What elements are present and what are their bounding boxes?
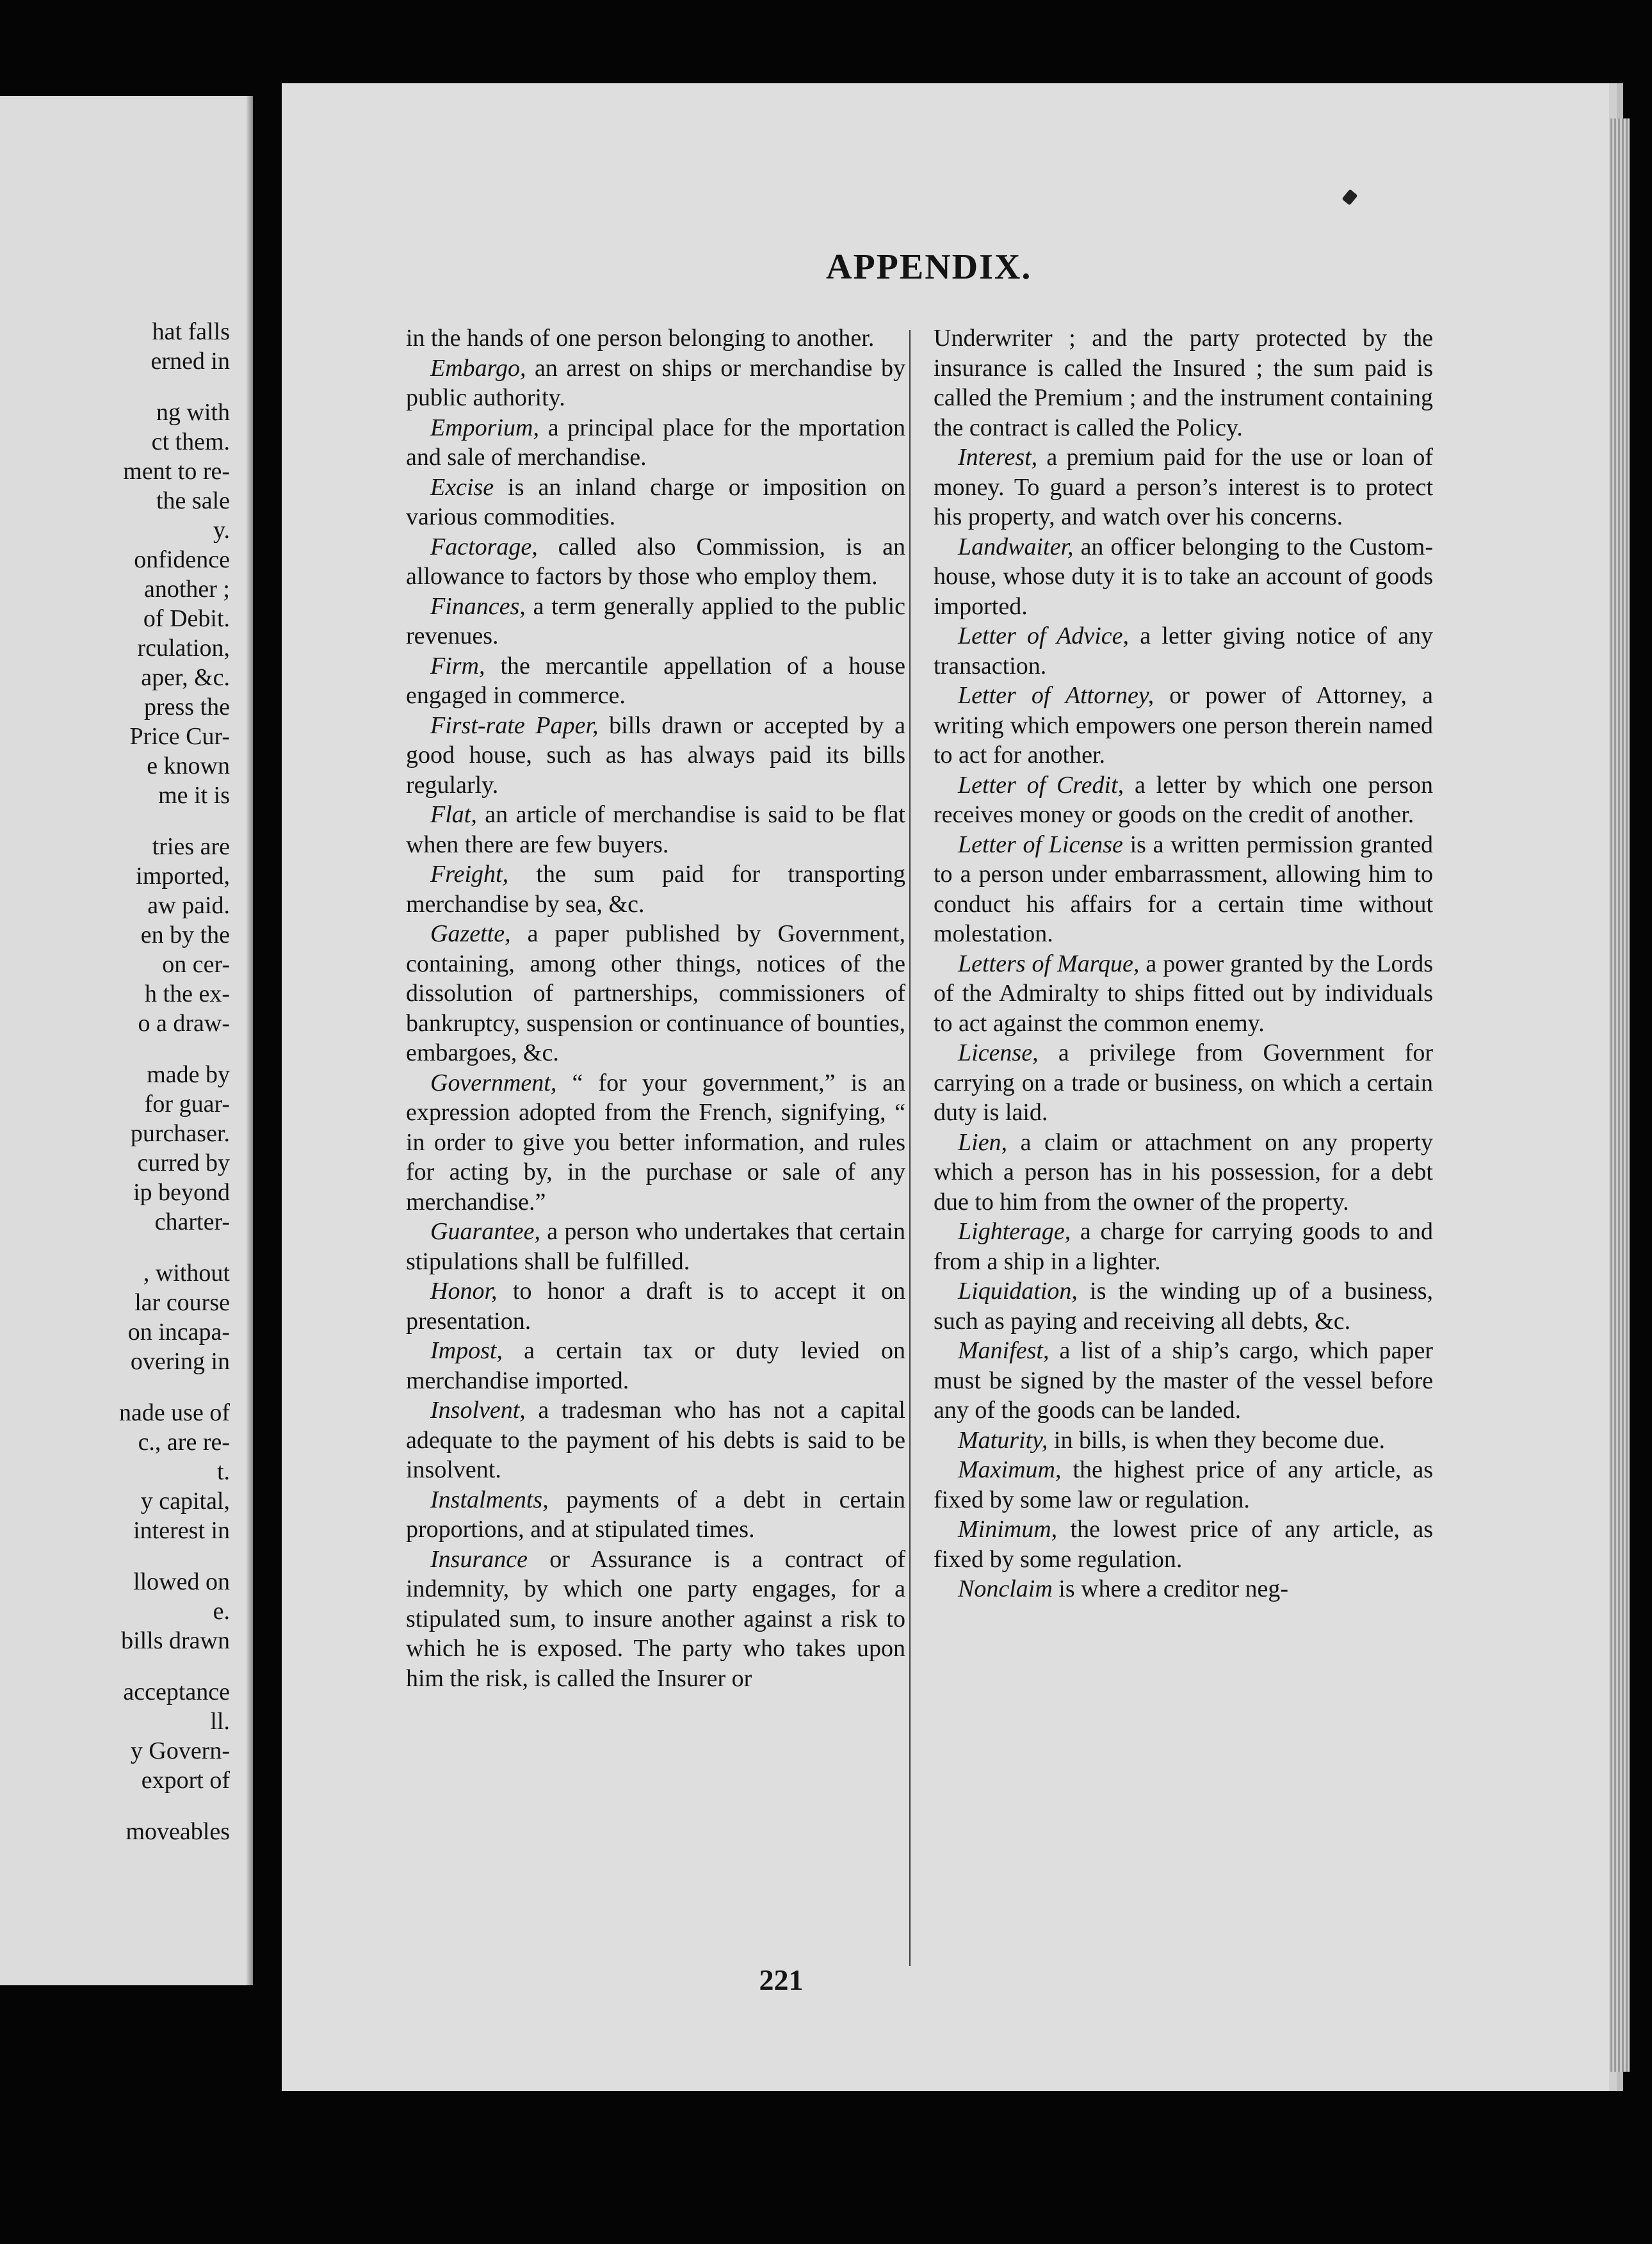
- previous-page-line: overing in: [130, 1348, 230, 1375]
- glossary-entry: [406, 1485, 905, 1545]
- glossary-entry: [934, 443, 1433, 532]
- previous-page-line: , without: [143, 1260, 230, 1287]
- previous-page-line: export of: [141, 1767, 230, 1794]
- glossary-term: Government,: [430, 1069, 557, 1096]
- glossary-entry: [406, 1395, 905, 1485]
- glossary-entry: [406, 323, 905, 354]
- previous-page-line: llowed on: [133, 1568, 230, 1595]
- glossary-definition: a person who undertakes that certain stipulations shall be fulfilled.: [406, 1218, 905, 1275]
- page-number-text: 221: [759, 1964, 804, 1996]
- previous-page-line: ng with: [156, 399, 230, 426]
- line-gap: [119, 1545, 230, 1567]
- previous-page-line: ip beyond: [133, 1179, 230, 1206]
- line-gap: [119, 1655, 230, 1677]
- glossary-term: Impost,: [430, 1337, 503, 1364]
- glossary-definition: or power of Attorney, a writing which empowers one person therein named to act for another.: [934, 682, 1433, 768]
- previous-page-line: en by the: [140, 922, 230, 948]
- previous-page-line: tries are: [152, 833, 230, 860]
- glossary-entry: [934, 1455, 1433, 1515]
- page-stack-edge: [1610, 118, 1630, 2072]
- page-number: [0, 1963, 1652, 1997]
- glossary-entry: [934, 830, 1433, 949]
- previous-page: [0, 96, 253, 1985]
- glossary-entry: [406, 1217, 905, 1276]
- glossary-term: Lighterage,: [958, 1218, 1071, 1245]
- glossary-term: Freight,: [430, 861, 509, 888]
- previous-page-line: y.: [213, 517, 230, 544]
- glossary-definition: a premium paid for the use or loan of money. To guard a person’s interest is to protect his property, and watch over his concerns.: [934, 444, 1433, 530]
- glossary-term: Nonclaim: [958, 1575, 1053, 1602]
- glossary-term: Insurance: [430, 1545, 528, 1573]
- line-gap: [119, 810, 230, 832]
- page-heading: APPENDIX.: [826, 247, 1032, 287]
- glossary-definition: an officer belonging to the Custom-house, whose duty it is to take an account of goods imported.: [934, 533, 1433, 620]
- glossary-definition: is a written permission granted to a person under embarrassment, allowing him to conduct his affairs for a certain time without molestation.: [934, 831, 1433, 947]
- glossary-entry: [406, 711, 905, 801]
- previous-page-line: made by: [147, 1061, 230, 1088]
- glossary-term: Insolvent,: [430, 1397, 526, 1424]
- glossary-term: Emporium,: [430, 414, 539, 441]
- previous-page-line: another ;: [143, 576, 230, 603]
- glossary-term: Letter of Advice,: [958, 622, 1130, 649]
- glossary-entry: [934, 323, 1433, 443]
- previous-page-line: on incapa-: [127, 1319, 230, 1346]
- previous-page-line: bills drawn: [121, 1627, 230, 1654]
- glossary-term: Manifest,: [958, 1337, 1049, 1364]
- previous-page-line: of Debit.: [143, 605, 230, 632]
- previous-page-line: on cer-: [162, 951, 230, 978]
- column-divider: [909, 330, 911, 1966]
- glossary-term: Liquidation,: [958, 1278, 1078, 1305]
- glossary-definition: to honor a draft is to accept it on presentation.: [406, 1278, 905, 1335]
- glossary-term: Firm,: [430, 652, 485, 679]
- glossary-term: Lien,: [958, 1128, 1008, 1156]
- glossary-term: First-rate Paper,: [430, 711, 599, 739]
- glossary-term: Letter of Credit,: [958, 771, 1124, 799]
- previous-page-line: erned in: [150, 348, 230, 375]
- glossary-entry: [934, 621, 1433, 681]
- glossary-definition: a principal place for the mportation and sale of merchandise.: [406, 414, 905, 471]
- glossary-entry: [934, 770, 1433, 830]
- glossary-definition: a letter by which one person receives money or goods on the credit of another.: [934, 771, 1433, 828]
- previous-page-line: for guar-: [144, 1091, 230, 1118]
- glossary-term: Flat,: [430, 801, 477, 828]
- glossary-term: Instalments,: [430, 1486, 549, 1513]
- previous-page-line: y Govern-: [130, 1737, 230, 1764]
- line-gap: [119, 1376, 230, 1398]
- previous-page-line: press the: [143, 694, 230, 720]
- previous-page-line: c., are re-: [138, 1429, 230, 1456]
- previous-page-line: me it is: [158, 782, 230, 809]
- previous-page-line: e.: [213, 1598, 230, 1625]
- glossary-entry: [934, 1515, 1433, 1574]
- glossary-definition: an article of merchandise is said to be flat when there are few buyers.: [406, 801, 905, 858]
- previous-page-line: imported,: [136, 863, 230, 890]
- previous-page-line: ct them.: [151, 428, 230, 455]
- glossary-definition: is an inland charge or imposition on various commodities.: [406, 473, 905, 530]
- glossary-definition: “ for your government,” is an expression adopted from the French, signifying, “ in order to give you better information, and rules for acting by, in the purchase or sale of any merchandise.”: [406, 1069, 905, 1216]
- glossary-definition: in the hands of one person belonging to another.: [406, 325, 875, 352]
- previous-page-line: nade use of: [118, 1399, 230, 1426]
- glossary-definition: the lowest price of any article, as fixed by some regulation.: [934, 1516, 1433, 1573]
- previous-page-line: moveables: [126, 1818, 230, 1845]
- previous-page-line: purchaser.: [130, 1120, 230, 1147]
- glossary-term: Letter of License: [958, 831, 1123, 858]
- glossary-entry: [406, 859, 905, 919]
- glossary-term: Interest,: [958, 444, 1038, 471]
- previous-page-line: interest in: [133, 1517, 230, 1544]
- glossary-entry: [406, 532, 905, 592]
- glossary-definition: bills drawn or accepted by a good house, such as has always paid its bills regularly.: [406, 711, 905, 799]
- previous-page-line: aw paid.: [147, 892, 230, 919]
- glossary-definition: in bills, is when they become due.: [1048, 1426, 1386, 1454]
- line-gap: [119, 376, 230, 398]
- glossary-entry: [934, 1276, 1433, 1336]
- glossary-entry: [406, 413, 905, 473]
- previous-page-line: hat falls: [152, 318, 230, 345]
- glossary-entry: [934, 1128, 1433, 1217]
- glossary-entry: [406, 592, 905, 651]
- glossary-entry: [934, 1426, 1433, 1456]
- glossary-definition: a power granted by the Lords of the Admiralty to ships fitted out by individuals to act against the common enemy.: [934, 950, 1433, 1037]
- glossary-entry: [406, 1545, 905, 1694]
- previous-page-edge: [247, 96, 253, 1985]
- glossary-definition: is the winding up of a business, such as paying and receiving all debts, &c.: [934, 1278, 1433, 1335]
- glossary-definition: a term generally applied to the public revenues.: [406, 592, 905, 649]
- previous-page-line: charter-: [154, 1208, 230, 1235]
- glossary-definition: a privilege from Government for carrying on a trade or business, on which a certain duty is laid.: [934, 1039, 1433, 1126]
- glossary-term: Finances,: [430, 592, 526, 620]
- previous-page-line: curred by: [137, 1150, 230, 1176]
- glossary-definition: a charge for carrying goods to and from a ship in a lighter.: [934, 1218, 1433, 1275]
- glossary-definition: the mercantile appellation of a house engaged in commerce.: [406, 652, 905, 709]
- previous-page-line: e known: [147, 752, 230, 779]
- previous-page-line: lar course: [134, 1289, 230, 1316]
- glossary-term: Minimum,: [958, 1516, 1058, 1543]
- glossary-term: Gazette,: [430, 920, 511, 947]
- left-column: [406, 323, 905, 1693]
- glossary-term: Letters of Marque,: [958, 950, 1140, 977]
- glossary-term: Landwaiter,: [958, 533, 1074, 560]
- glossary-definition: payments of a debt in certain proportions, and at stipulated times.: [406, 1486, 905, 1543]
- glossary-entry: [406, 651, 905, 711]
- glossary-entry: [406, 473, 905, 532]
- glossary-entry: [934, 1574, 1433, 1604]
- glossary-definition: called also Commission, is an allowance to factors by those who employ them.: [406, 533, 905, 590]
- previous-page-line: the sale: [156, 487, 230, 514]
- glossary-definition: a paper published by Government, containing, among other things, notices of the dissolution of partnerships, commissioners of bankruptcy, suspension or continuance of bounties, embargoes, &c.: [406, 920, 905, 1066]
- glossary-definition: a letter giving notice of any transaction.: [934, 622, 1433, 679]
- line-gap: [119, 1795, 230, 1817]
- previous-page-line: y capital,: [140, 1488, 230, 1515]
- glossary-definition: an arrest on ships or merchandise by public authority.: [406, 354, 905, 411]
- glossary-entry: [406, 1068, 905, 1217]
- line-gap: [119, 1237, 230, 1258]
- glossary-entry: [406, 1336, 905, 1395]
- previous-page-line: h the ex-: [145, 980, 230, 1007]
- glossary-entry: [406, 800, 905, 859]
- glossary-entry: [934, 949, 1433, 1039]
- glossary-definition: the highest price of any article, as fixed by some law or regulation.: [934, 1456, 1433, 1513]
- glossary-term: License,: [958, 1039, 1039, 1066]
- glossary-term: Excise: [430, 473, 494, 501]
- glossary-entry: [934, 1336, 1433, 1426]
- glossary-term: Embargo,: [430, 354, 526, 382]
- previous-page-line: ll.: [210, 1708, 230, 1735]
- glossary-definition: is where a creditor neg-: [1052, 1575, 1288, 1602]
- glossary-term: Maximum,: [958, 1456, 1062, 1483]
- glossary-term: Maturity,: [958, 1426, 1048, 1454]
- previous-page-line: rculation,: [137, 635, 230, 662]
- glossary-definition: a list of a ship’s cargo, which paper must be signed by the master of the vessel before any of the goods can be landed.: [934, 1337, 1433, 1424]
- glossary-definition: the sum paid for transporting merchandise by sea, &c.: [406, 861, 905, 918]
- previous-page-line: onfidence: [134, 546, 230, 573]
- previous-page-text: [119, 317, 230, 1846]
- glossary-entry: [934, 681, 1433, 770]
- glossary-definition: a certain tax or duty levied on merchandise imported.: [406, 1337, 905, 1394]
- glossary-entry: [934, 532, 1433, 622]
- previous-page-line: t.: [216, 1458, 230, 1485]
- glossary-term: Letter of Attorney,: [958, 682, 1154, 709]
- glossary-term: Factorage,: [430, 533, 538, 560]
- previous-page-line: aper, &c.: [141, 664, 230, 691]
- glossary-entry: [406, 1276, 905, 1336]
- glossary-entry: [406, 919, 905, 1068]
- previous-page-line: Price Cur-: [129, 723, 230, 750]
- glossary-definition: a claim or attachment on any property which a person has in his possession, for a debt due to him from the owner of the property.: [934, 1128, 1433, 1216]
- glossary-entry: [934, 1217, 1433, 1276]
- glossary-definition: Underwriter ; and the party protected by the insurance is called the Insured ; the sum paid is called the Premium ; and the instrument containing the contract is called the Policy.: [934, 325, 1433, 441]
- glossary-term: Guarantee,: [430, 1218, 541, 1245]
- previous-page-line: ment to re-: [123, 458, 230, 485]
- glossary-entry: [406, 354, 905, 413]
- previous-page-line: acceptance: [123, 1679, 230, 1705]
- glossary-entry: [934, 1038, 1433, 1128]
- right-column: [934, 323, 1433, 1604]
- glossary-term: Honor,: [430, 1278, 498, 1305]
- glossary-definition: a tradesman who has not a capital adequate to the payment of his debts is said to be insolvent.: [406, 1397, 905, 1483]
- glossary-definition: or Assurance is a contract of indemnity, by which one party engages, for a stipulated sum, to insure another against a risk to which he is exposed. The party who takes upon him the risk, is called the Insurer or: [406, 1545, 905, 1692]
- line-gap: [119, 1038, 230, 1060]
- previous-page-line: o a draw-: [138, 1010, 230, 1037]
